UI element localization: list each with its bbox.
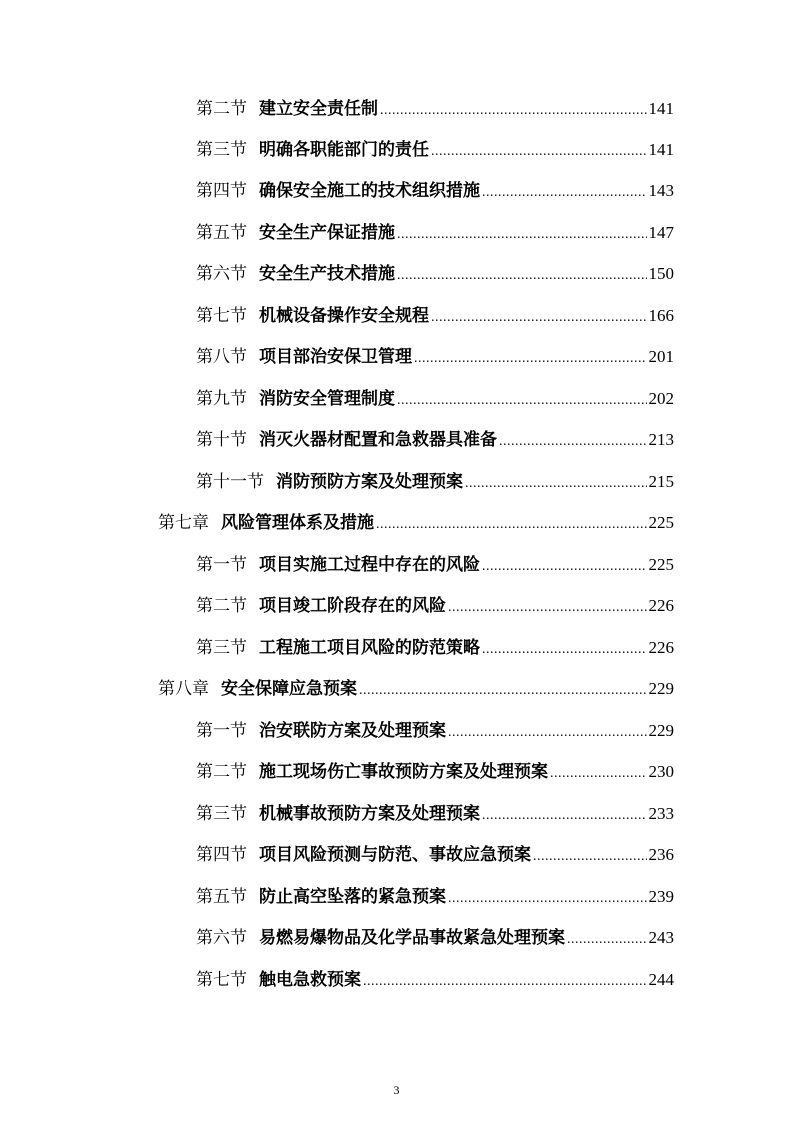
- toc-entry-title: 治安联防方案及处理预案: [259, 721, 446, 741]
- toc-entry-number: 第四节: [196, 845, 247, 865]
- toc-entry-page: 201: [648, 347, 674, 366]
- toc-entry[interactable]: [196, 967, 674, 993]
- toc-entry-number: 第一节: [196, 555, 247, 575]
- toc-entry[interactable]: [196, 925, 674, 951]
- toc-entry-title: 施工现场伤亡事故预防方案及处理预案: [259, 762, 548, 782]
- toc-entry-title: 消防安全管理制度: [259, 389, 395, 409]
- toc-entry-number: 第七节: [196, 306, 247, 326]
- toc-entry-number: 第五节: [196, 887, 247, 907]
- toc-entry-page: 166: [648, 306, 674, 325]
- toc-entry[interactable]: [158, 510, 674, 536]
- dot-leader: [482, 637, 647, 663]
- toc-entry-page: 141: [648, 99, 674, 118]
- toc-entry[interactable]: [196, 303, 674, 329]
- toc-entry-page: 236: [648, 845, 674, 864]
- toc-entry-number: 第二节: [196, 99, 247, 119]
- toc-entry[interactable]: [196, 137, 674, 163]
- toc-entry-title: 易燃易爆物品及化学品事故紧急处理预案: [259, 928, 565, 948]
- toc-entry[interactable]: [196, 884, 674, 910]
- page-number: 3: [393, 1083, 400, 1097]
- toc-entry-number: 第三节: [196, 140, 247, 160]
- toc-entry-page: 141: [648, 140, 674, 159]
- dot-leader: [431, 139, 647, 165]
- dot-leader: [465, 471, 647, 497]
- toc-entry-page: 225: [648, 555, 674, 574]
- toc-entry-page: 229: [648, 679, 674, 698]
- dot-leader: [482, 554, 647, 580]
- toc-entry-number: 第九节: [196, 389, 247, 409]
- dot-leader: [397, 222, 647, 248]
- toc-entry-title: 项目风险预测与防范、事故应急预案: [259, 845, 531, 865]
- toc-entry-page: 202: [648, 389, 674, 408]
- dot-leader: [448, 720, 647, 746]
- toc-entry-title: 防止高空坠落的紧急预案: [259, 887, 446, 907]
- toc-entry-title: 安全生产技术措施: [259, 264, 395, 284]
- toc-entry[interactable]: [196, 386, 674, 412]
- toc-entry-title: 项目部治安保卫管理: [259, 347, 412, 367]
- toc-entry-title: 机械事故预防方案及处理预案: [259, 804, 480, 824]
- toc-entry-title: 风险管理体系及措施: [221, 513, 374, 533]
- toc-entry-title: 确保安全施工的技术组织措施: [259, 181, 480, 201]
- dot-leader: [482, 180, 647, 206]
- toc-entry-number: 第八章: [158, 679, 209, 699]
- toc-entry-page: 243: [648, 928, 674, 947]
- toc-entry[interactable]: [196, 593, 674, 619]
- toc-entry-number: 第二节: [196, 596, 247, 616]
- toc-entry-number: 第五节: [196, 223, 247, 243]
- toc-entry[interactable]: [196, 842, 674, 868]
- toc-entry-title: 项目竣工阶段存在的风险: [259, 596, 446, 616]
- toc-entry[interactable]: [196, 344, 674, 370]
- toc-entry-number: 第七节: [196, 970, 247, 990]
- dot-leader: [397, 263, 647, 289]
- toc-entry-page: 233: [648, 804, 674, 823]
- toc-entry-title: 安全保障应急预案: [221, 679, 357, 699]
- toc-entry-page: 244: [648, 970, 674, 989]
- toc-entry[interactable]: [196, 552, 674, 578]
- toc-entry-page: 226: [648, 638, 674, 657]
- toc-entry[interactable]: [196, 261, 674, 287]
- toc-entry-title: 建立安全责任制: [259, 99, 378, 119]
- toc-entry-number: 第七章: [158, 513, 209, 533]
- toc-entry-page: 215: [648, 472, 674, 491]
- toc-entry[interactable]: [196, 718, 674, 744]
- toc-entry[interactable]: [196, 635, 674, 661]
- toc-entry-number: 第四节: [196, 181, 247, 201]
- toc-entry-page: 150: [648, 264, 674, 283]
- toc-entry-number: 第六节: [196, 264, 247, 284]
- toc-entry[interactable]: [196, 178, 674, 204]
- dot-leader: [482, 803, 647, 829]
- toc-entry-page: 229: [648, 721, 674, 740]
- toc-entry[interactable]: [196, 801, 674, 827]
- toc-entry-number: 第三节: [196, 804, 247, 824]
- toc-entry-title: 项目实施工过程中存在的风险: [259, 555, 480, 575]
- dot-leader: [376, 512, 647, 538]
- toc-entry-number: 第一节: [196, 721, 247, 741]
- toc-entry-page: 213: [648, 430, 674, 449]
- toc-entry-title: 机械设备操作安全规程: [259, 306, 429, 326]
- toc-entry-page: 239: [648, 887, 674, 906]
- toc-entry-page: 143: [648, 181, 674, 200]
- toc-entry-number: 第三节: [196, 638, 247, 658]
- dot-leader: [499, 429, 647, 455]
- dot-leader: [414, 346, 647, 372]
- toc-entry-title: 消防预防方案及处理预案: [276, 472, 463, 492]
- toc-entry-page: 147: [648, 223, 674, 242]
- toc-entry-number: 第十节: [196, 430, 247, 450]
- toc-entry-title: 安全生产保证措施: [259, 223, 395, 243]
- toc-entry[interactable]: [196, 427, 674, 453]
- dot-leader: [359, 678, 647, 704]
- toc-entry[interactable]: [196, 469, 674, 495]
- toc-entry-number: 第十一节: [196, 472, 264, 492]
- dot-leader: [380, 98, 647, 124]
- dot-leader: [363, 969, 647, 995]
- dot-leader: [448, 595, 647, 621]
- dot-leader: [431, 305, 647, 331]
- toc-entry-title: 明确各职能部门的责任: [259, 140, 429, 160]
- toc-entry-page: 230: [648, 762, 674, 781]
- toc-entry-title: 消灭火器材配置和急救器具准备: [259, 430, 497, 450]
- dot-leader: [448, 886, 647, 912]
- toc-entry-number: 第八节: [196, 347, 247, 367]
- toc-entry[interactable]: [196, 220, 674, 246]
- dot-leader: [533, 844, 647, 870]
- toc-entry-title: 工程施工项目风险的防范策略: [259, 638, 480, 658]
- toc-entry-number: 第二节: [196, 762, 247, 782]
- toc-entry-number: 第六节: [196, 928, 247, 948]
- toc-entry[interactable]: [196, 96, 674, 122]
- toc-entry[interactable]: [158, 676, 674, 702]
- dot-leader: [397, 388, 647, 414]
- dot-leader: [550, 761, 647, 787]
- dot-leader: [567, 927, 647, 953]
- toc-entry-title: 触电急救预案: [259, 970, 361, 990]
- toc-entry[interactable]: [196, 759, 674, 785]
- toc-entry-page: 226: [648, 596, 674, 615]
- toc-entry-page: 225: [648, 513, 674, 532]
